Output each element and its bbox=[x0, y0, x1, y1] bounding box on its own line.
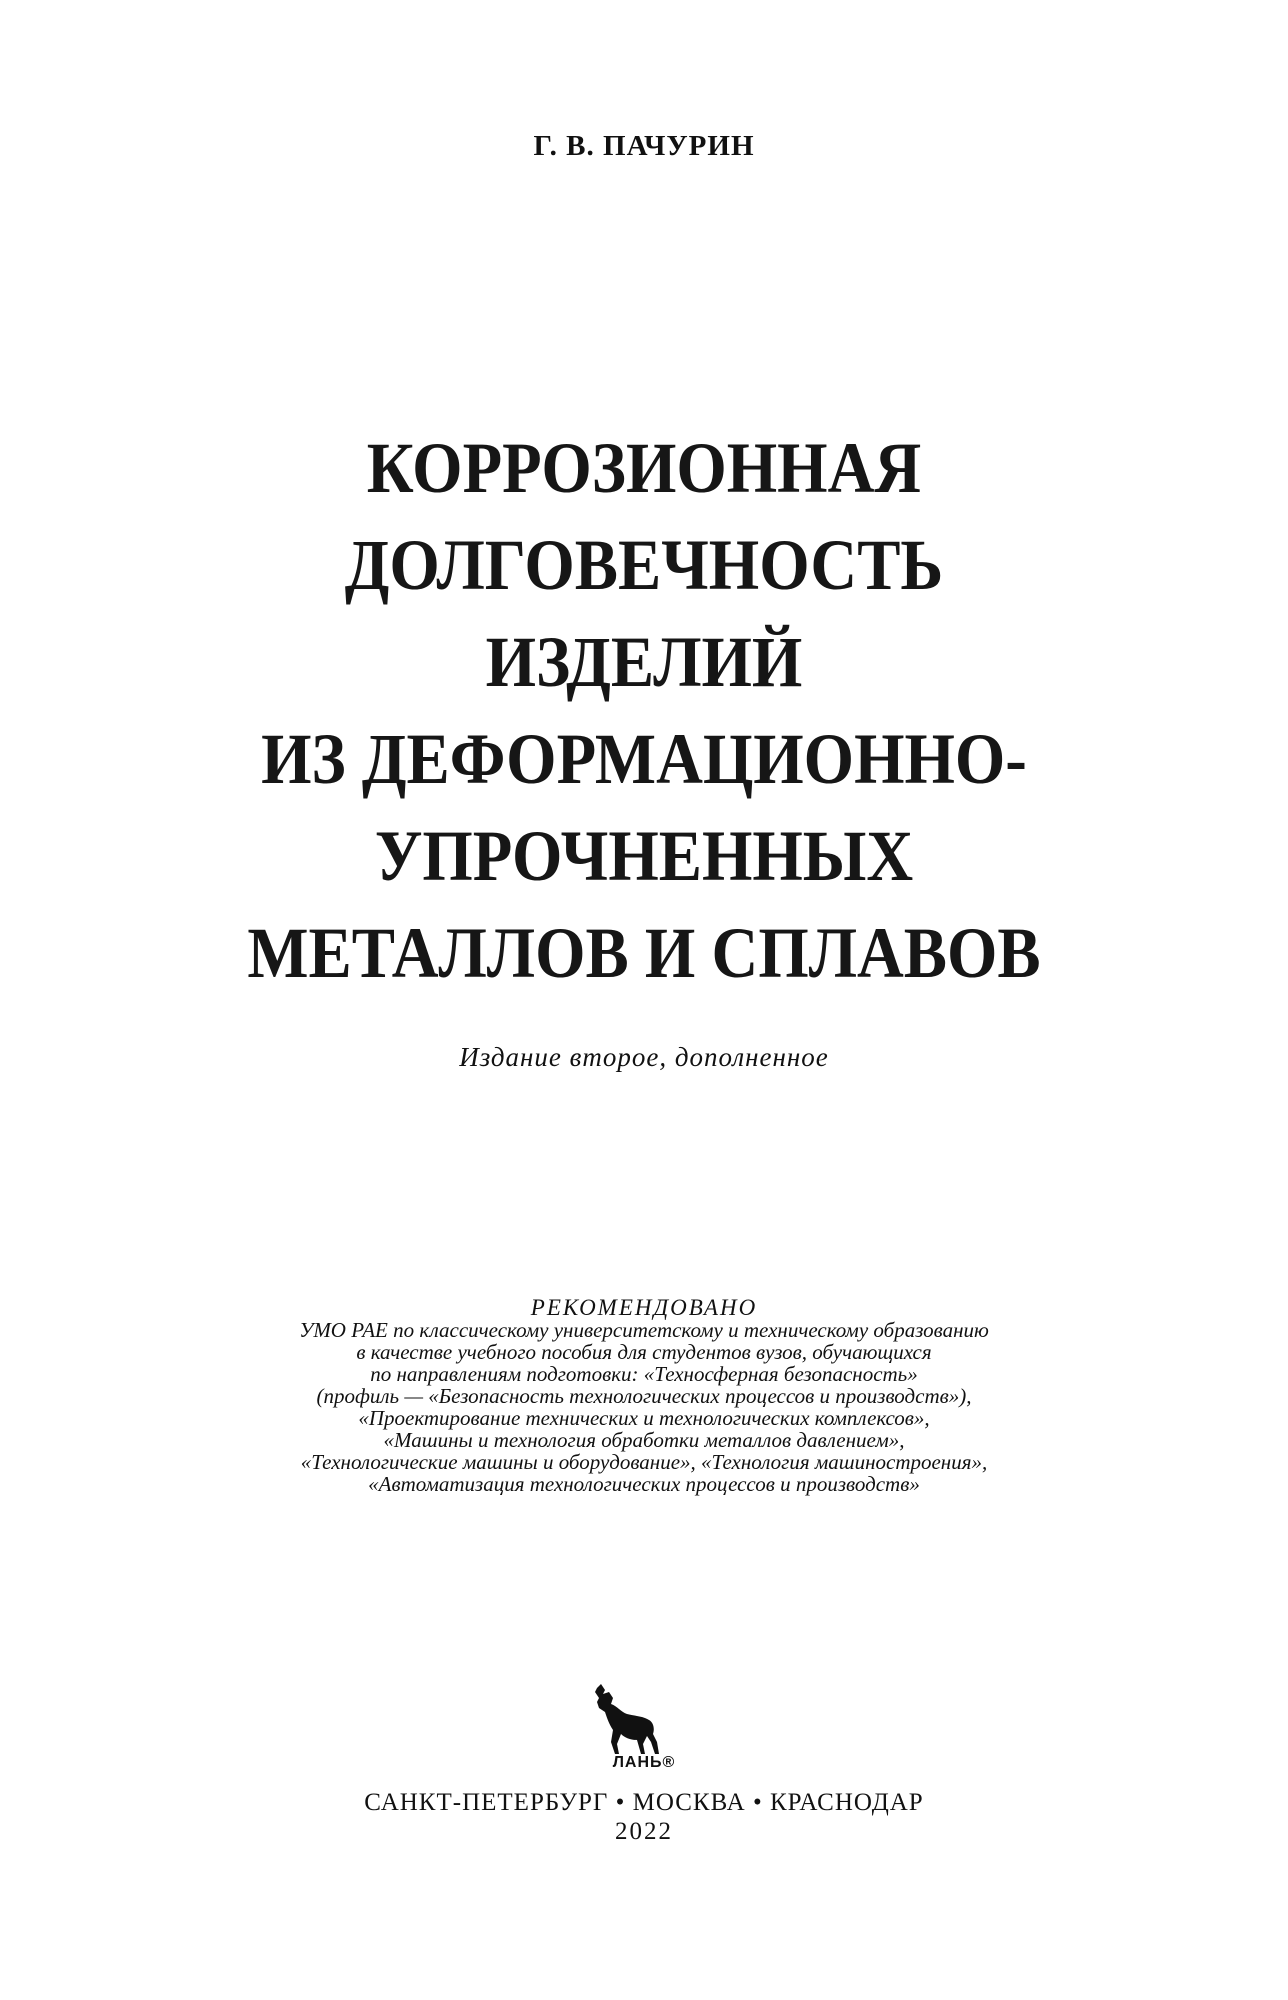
recommendation-line: по направлениям подготовки: «Техносферная безопасность» bbox=[370, 1362, 918, 1386]
publisher-cities: САНКТ-ПЕТЕРБУРГ • МОСКВА • КРАСНОДАР bbox=[364, 1789, 924, 1816]
title-line: КОРРОЗИОННАЯ bbox=[366, 428, 922, 508]
recommendation-line: «Машины и технология обработки металлов давлением», bbox=[383, 1428, 905, 1452]
recommendation-line: в качестве учебного пособия для студентов вузов, обучающихся bbox=[356, 1340, 932, 1364]
publisher-logo-text: ЛАНЬ® bbox=[612, 1754, 676, 1771]
title-line: МЕТАЛЛОВ И СПЛАВОВ bbox=[247, 913, 1041, 993]
author-name: Г. В. ПАЧУРИН bbox=[533, 130, 755, 162]
recommendation-line: УМО РАЕ по классическому университетскому и техническому образованию bbox=[299, 1318, 989, 1342]
title-line: ИЗ ДЕФОРМАЦИОННО- bbox=[261, 719, 1027, 799]
recommendation-block bbox=[0, 1297, 1288, 1495]
edition-note: Издание второе, дополненное bbox=[459, 1042, 829, 1072]
title-line: ДОЛГОВЕЧНОСТЬ bbox=[344, 525, 944, 605]
recommendation-line: «Технологические машины и оборудование», «Технология машиностроения», bbox=[300, 1450, 988, 1474]
title-line: ИЗДЕЛИЙ bbox=[485, 622, 803, 702]
title-line: УПРОЧНЕННЫХ bbox=[374, 816, 914, 896]
book-title bbox=[0, 420, 1288, 1002]
recommendation-line: «Проектирование технических и технологических комплексов», bbox=[358, 1406, 930, 1430]
recommendation-line: «Автоматизация технологических процессов и производств» bbox=[368, 1472, 920, 1496]
publication-year: 2022 bbox=[615, 1818, 673, 1845]
recommendation-line: (профиль — «Безопасность технологических процессов и производств»), bbox=[316, 1384, 972, 1408]
recommendation-heading: РЕКОМЕНДОВАНО bbox=[530, 1295, 758, 1320]
